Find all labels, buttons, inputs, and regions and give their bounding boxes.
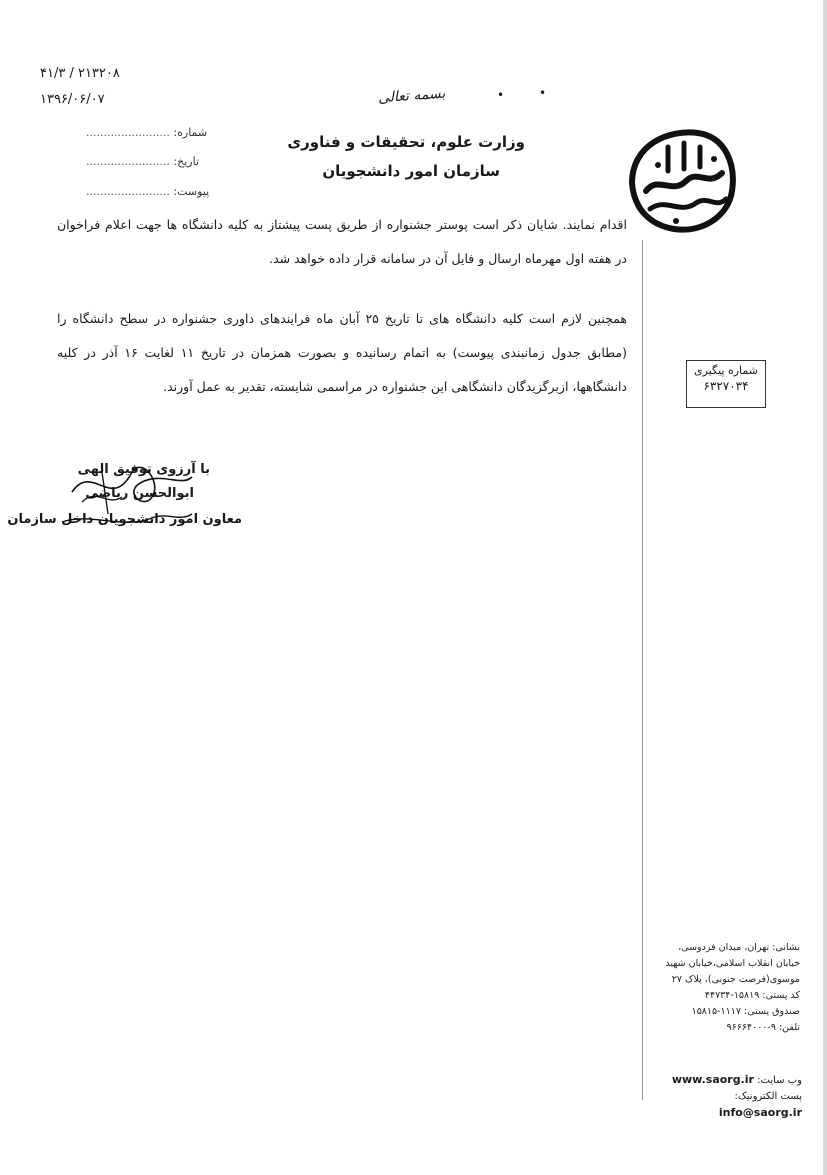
address-line: صندوق پستی: ۱۱۱۷-۱۵۸۱۵ bbox=[691, 1006, 800, 1017]
tracking-number-box bbox=[686, 360, 766, 408]
address-line: خیابان انقلاب اسلامی،خیابان شهید bbox=[665, 958, 800, 969]
address-line: تلفن: ۹-۹۶۶۶۴۰۰۰ bbox=[726, 1022, 800, 1033]
decor-dot: • bbox=[539, 86, 547, 100]
body-paragraph-1: اقدام نمایند. شایان ذکر است پوستر جشنواره از طریق پست پیشتاز به کلیه دانشگاه ها جهت اعلام فراخوان در هفته اول مهرماه ارسال و فایل آن در سامانه قرار داده خواهد شد. bbox=[57, 217, 627, 266]
attachment-field bbox=[86, 185, 209, 198]
closing-greeting: با آرزوی توفیق الهی bbox=[77, 462, 210, 477]
website-row bbox=[652, 1072, 802, 1089]
letter-number: ۴۱/۳ / ۲۱۳۲۰۸ bbox=[40, 66, 120, 81]
number-field-dots: ........................ bbox=[86, 126, 170, 139]
website-label: وب سایت: bbox=[757, 1075, 802, 1086]
attachment-field-dots: ........................ bbox=[86, 185, 170, 198]
margin-divider bbox=[642, 240, 643, 1100]
footer-address bbox=[650, 940, 800, 1036]
attachment-field-label: پیوست: bbox=[173, 185, 210, 198]
body-paragraph-2: همچنین لازم است کلیه دانشگاه های تا تاریخ ۲۵ آبان ماه فرایندهای داوری جشنواره در سطح دانشگاه را (مطابق جدول زمانبندی پیوست) به اتمام رسانیده و بصورت همزمان در تاریخ ۱۱ لغایت ۱۶ آذر در کلیه دانشگاهها، ازبرگزیدگان دانشگاهی این جشنواره در مراسمی شایسته، تقدیر به عمل آورند. bbox=[57, 311, 627, 394]
scan-edge bbox=[823, 0, 827, 1175]
address-line: موسوی(فرصت جنوبی)، پلاک ۲۷ bbox=[671, 974, 800, 985]
basmala: بسمه تعالی bbox=[377, 85, 446, 107]
decor-dot: • bbox=[497, 88, 505, 102]
date-field-label: تاریخ: bbox=[173, 155, 200, 168]
number-field bbox=[86, 126, 207, 139]
footer-contact bbox=[652, 1072, 802, 1122]
email-row bbox=[652, 1089, 802, 1122]
date-field-dots: ........................ bbox=[86, 155, 170, 168]
email-label: پست الکترونیک: bbox=[734, 1091, 802, 1102]
handwritten-signature bbox=[52, 452, 202, 542]
email-link[interactable]: info@saorg.ir bbox=[718, 1106, 802, 1119]
organization-logo bbox=[628, 125, 740, 237]
signer-name: ابوالحسن ریاضی bbox=[85, 486, 194, 501]
signer-title: معاون امور دانشجویان داخل سازمان bbox=[7, 512, 242, 527]
letter-date: ۱۳۹۶/۰۶/۰۷ bbox=[40, 92, 105, 107]
tracking-number-value: ۶۳۲۷۰۳۴ bbox=[703, 379, 749, 393]
address-line: نشانی: تهران، میدان فردوسی، bbox=[678, 942, 800, 953]
number-field-label: شماره: bbox=[173, 126, 208, 139]
ministry-title: وزارت علوم، تحقیقات و فناوری bbox=[287, 133, 525, 151]
address-line: کد پستی: ۱۵۸۱۹-۴۴۷۳۴ bbox=[704, 990, 800, 1001]
website-link[interactable]: www.saorg.ir bbox=[671, 1073, 754, 1086]
tracking-number-label: شماره پیگیری bbox=[694, 364, 758, 377]
organization-title: سازمان امور دانشجویان bbox=[322, 162, 500, 180]
date-field bbox=[86, 155, 199, 168]
